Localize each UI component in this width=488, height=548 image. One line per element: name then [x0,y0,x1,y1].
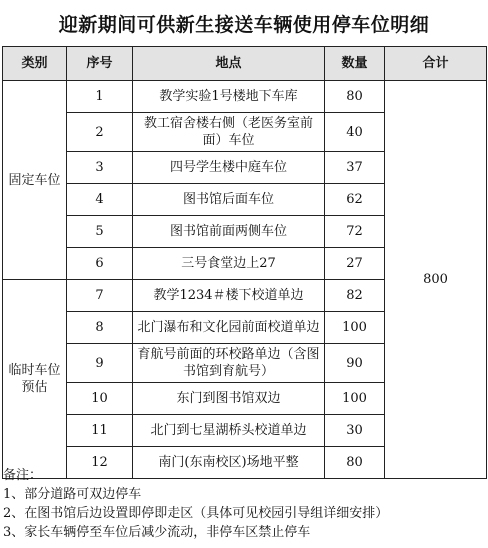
row-no: 8 [67,312,133,344]
row-no: 5 [67,216,133,248]
row-location: 北门到七星湖桥头校道单边 [133,415,325,447]
total-value: 800 [385,81,487,479]
row-no: 11 [67,415,133,447]
row-location: 教学实验1号楼地下车库 [133,81,325,113]
row-quantity: 62 [325,184,385,216]
row-quantity: 27 [325,248,385,280]
row-no: 9 [67,344,133,383]
row-quantity: 80 [325,81,385,113]
row-location: 教工宿舍楼右侧（老医务室前面）车位 [133,113,325,152]
parking-table [2,46,487,479]
row-location: 四号学生楼中庭车位 [133,152,325,184]
row-location: 图书馆前面两侧车位 [133,216,325,248]
header-no: 序号 [67,47,133,81]
row-quantity: 100 [325,312,385,344]
note-item: 2、在图书馆后边设置即停即走区（具体可见校园引导组详细安排） [3,506,389,521]
page-title: 迎新期间可供新生接送车辆使用停车位明细 [58,14,430,36]
row-no: 10 [67,383,133,415]
header-category: 类别 [3,47,67,81]
row-no: 3 [67,152,133,184]
row-no: 4 [67,184,133,216]
row-location: 三号食堂边上27 [133,248,325,280]
header-quantity: 数量 [325,47,385,81]
row-quantity: 40 [325,113,385,152]
note-item: 1、部分道路可双边停车 [3,487,142,502]
row-quantity: 82 [325,280,385,312]
category-fixed: 固定车位 [3,81,67,280]
row-quantity: 90 [325,344,385,383]
row-no: 7 [67,280,133,312]
row-location: 教学1234＃楼下校道单边 [133,280,325,312]
row-no: 6 [67,248,133,280]
row-no: 2 [67,113,133,152]
notes-heading: 备注： [3,468,43,483]
row-quantity: 30 [325,415,385,447]
row-no: 1 [67,81,133,113]
row-location: 北门瀑布和文化园前面校道单边 [133,312,325,344]
notes-section [3,466,485,542]
row-location: 图书馆后面车位 [133,184,325,216]
row-location: 东门到图书馆双边 [133,383,325,415]
row-location: 育航号前面的环校路单边（含图书馆到育航号） [133,344,325,383]
table-row [3,81,487,113]
row-quantity: 72 [325,216,385,248]
header-total: 合计 [385,47,487,81]
row-quantity: 100 [325,383,385,415]
row-location: 南门(东南校区)场地平整 [133,447,325,479]
category-temporary: 临时车位预估 [3,280,67,479]
table-header-row [3,47,487,81]
row-quantity: 37 [325,152,385,184]
row-no: 12 [67,447,133,479]
header-location: 地点 [133,47,325,81]
note-item: 3、家长车辆停至车位后减少流动，非停车区禁止停车 [3,525,311,540]
row-quantity: 80 [325,447,385,479]
